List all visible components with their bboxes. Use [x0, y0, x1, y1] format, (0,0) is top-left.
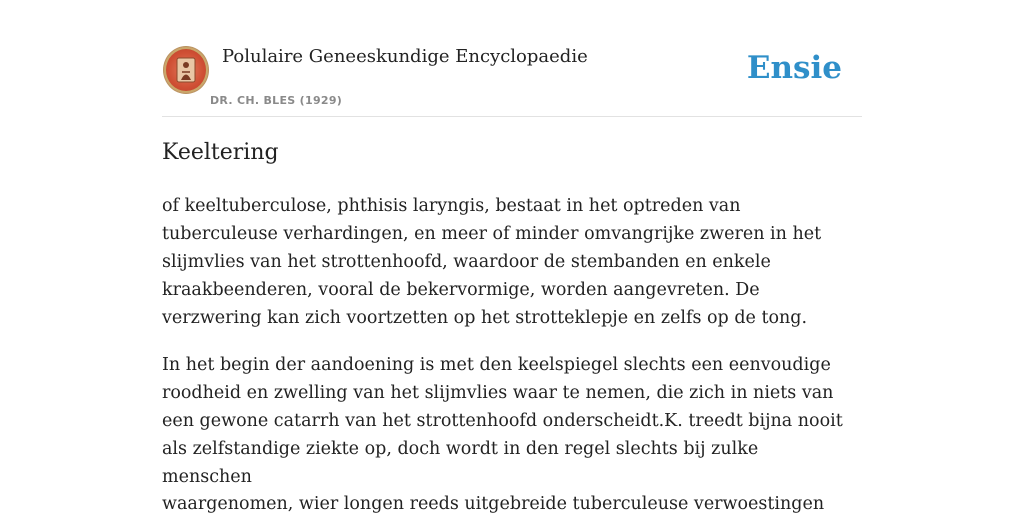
book-seal-icon[interactable]	[164, 47, 208, 93]
article-paragraph: of keeltuberculose, phthisis laryngis, bestaat in het optreden van tuberculeuse verhardingen, en meer of minder omvangrijke zweren in het slijmvlies van het strottenhoofd, waardoor de stembanden en enkele kraakbeenderen, vooral de bekervormige, worden aangevreten. De verzwering kan zich voortzetten op het strotteklepje en zelfs op de tong.	[162, 196, 822, 328]
brand-logo-link[interactable]: Ensie	[746, 50, 842, 86]
article-paragraph: In het begin der aandoening is met den keelspiegel slechts een eenvoudige roodheid en zwelling van het slijmvlies waar te nemen, die zich in niets van een gewone catarrh van het strottenhoofd onderscheidt.K. treedt bijna nooit als zelfstandige ziekte op, doch wordt in den regel slechts bij zulke menschen	[162, 355, 843, 487]
article-paragraph: waargenomen, wier longen reeds uitgebreide tuberculeuse verwoestingen	[162, 494, 825, 514]
author-label: DR. CH. BLES (1929)	[210, 94, 343, 107]
entry-title: Keeltering	[162, 140, 279, 165]
book-title[interactable]: Polulaire Geneeskundige Encyclopaedie	[222, 46, 588, 67]
page	[162, 0, 862, 512]
header	[162, 0, 862, 117]
book-seal-graphic	[164, 47, 208, 93]
